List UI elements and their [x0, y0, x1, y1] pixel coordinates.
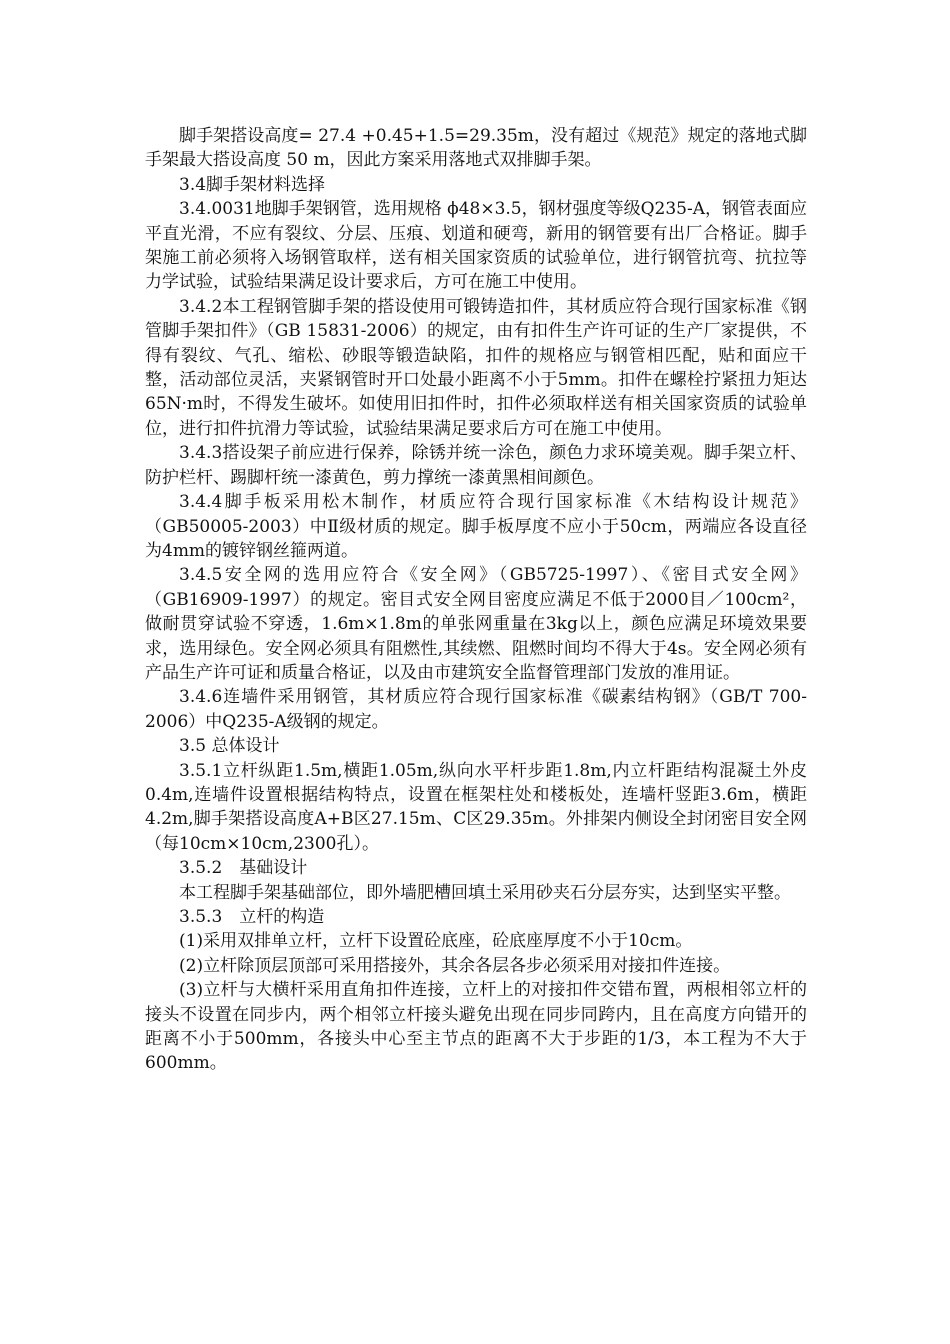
list-item-1: (1)采用双排单立杆，立杆下设置砼底座，砼底座厚度不小于10cm。 [179, 931, 693, 952]
heading-3-5-2-foundation: 3.5.2 基础设计 [179, 858, 308, 879]
paragraph-3-4-5-safety-net: 3.4.5安全网的选用应符合《安全网》（GB5725-1997）、《密目式安全网》（GB16909-1997）的规定。密目式安全网目密度应满足不低于2000目／100cm²，做耐贯穿试验不穿透，1.6m×1.8m的单张网重量在3kg以上，颜色应满足环境效果要求，选用绿色。安全网必须具有阻燃性,其续燃、阻燃时间均不得大于4s。安全网必须有产品生产许可证和质量合格证，以及由市建筑安全监督管理部门发放的准用证。 [145, 565, 807, 683]
paragraph-3-4-3-painting: 3.4.3搭设架子前应进行保养，除锈并统一涂色，颜色力求环境美观。脚手架立杆、防护栏杆、踢脚杆统一漆黄色，剪力撑统一漆黄黑相间颜色。 [145, 443, 807, 488]
paragraph-3-4-2-fasteners: 3.4.2本工程钢管脚手架的搭设使用可锻铸造扣件，其材质应符合现行国家标准《钢管脚手架扣件》（GB 15831-2006）的规定，由有扣件生产许可证的生产厂家提供，不得有裂纹、气孔、缩松、砂眼等锻造缺陷，扣件的规格应与钢管相匹配，贴和面应干整，活动部位灵活，夹紧钢管时开口处最小距离不小于5mm。扣件在螺栓拧紧扭力矩达65N·m时，不得发生破坏。如使用旧扣件时，扣件必须取样送有相关国家资质的试验单位，进行扣件抗滑力等试验，试验结果满足要求后方可在施工中使用。 [145, 296, 807, 439]
document-page [145, 124, 807, 1076]
paragraph-foundation: 本工程脚手架基础部位，即外墙肥槽回填土采用砂夹石分层夯实，达到坚实平整。 [179, 882, 791, 903]
list-item-2: (2)立杆除顶层顶部可采用搭接外，其余各层各步必须采用对接扣件连接。 [179, 955, 731, 976]
paragraph-3-5-1-spacing: 3.5.1立杆纵距1.5m,横距1.05m,纵向水平杆步距1.8m,内立杆距结构混凝土外皮0.4m,连墙件设置根据结构特点，设置在框架柱处和楼板处，连墙杆竖距3.6m，横距4.2m,脚手架搭设高度A+B区27.15m、C区29.35m。外排架内侧设全封闭密目安全网（每10cm×10cm,2300孔）。 [145, 760, 807, 854]
paragraph-3-4-6-wall-ties: 3.4.6连墙件采用钢管，其材质应符合现行国家标准《碳素结构钢》（GB/T 700-2006）中Q235-A级钢的规定。 [145, 687, 807, 732]
heading-3-5-overall-design: 3.5 总体设计 [179, 736, 280, 757]
heading-3-4-materials: 3.4脚手架材料选择 [179, 174, 326, 195]
paragraph-3-4-1-steel-tube: 3.4.0031地脚手架钢管，选用规格 ϕ48×3.5，钢材强度等级Q235-A，钢管表面应平直光滑，不应有裂纹、分层、压痕、划道和硬弯，新用的钢管要有出厂合格证。脚手架施工前必须将入场钢管取样，送有相关国家资质的试验单位，进行钢管抗弯、抗拉等力学试验，试验结果满足设计要求后，方可在施工中使用。 [145, 199, 808, 293]
paragraph-3-4-4-scaffold-board: 3.4.4脚手板采用松木制作，材质应符合现行国家标准《木结构设计规范》（GB50005-2003）中Ⅱ级材质的规定。脚手板厚度不应小于50cm，两端应各设直径为4mm的镀锌钢丝箍两道。 [145, 492, 807, 561]
heading-3-5-3-upright-structure: 3.5.3 立杆的构造 [179, 907, 325, 927]
paragraph-scaffold-height: 脚手架搭设高度= 27.4 +0.45+1.5=29.35m，没有超过《规范》规定的落地式脚手架最大搭设高度 50 m，因此方案采用落地式双排脚手架。 [145, 126, 807, 171]
list-item-3: (3)立杆与大横杆采用直角扣件连接，立杆上的对接扣件交错布置，两根相邻立杆的接头不设置在同步内，两个相邻立杆接头避免出现在同步同跨内，且在高度方向错开的距离不小于500mm，各接头中心至主节点的距离不大于步距的1/3，本工程为不大于600mm。 [145, 980, 807, 1074]
